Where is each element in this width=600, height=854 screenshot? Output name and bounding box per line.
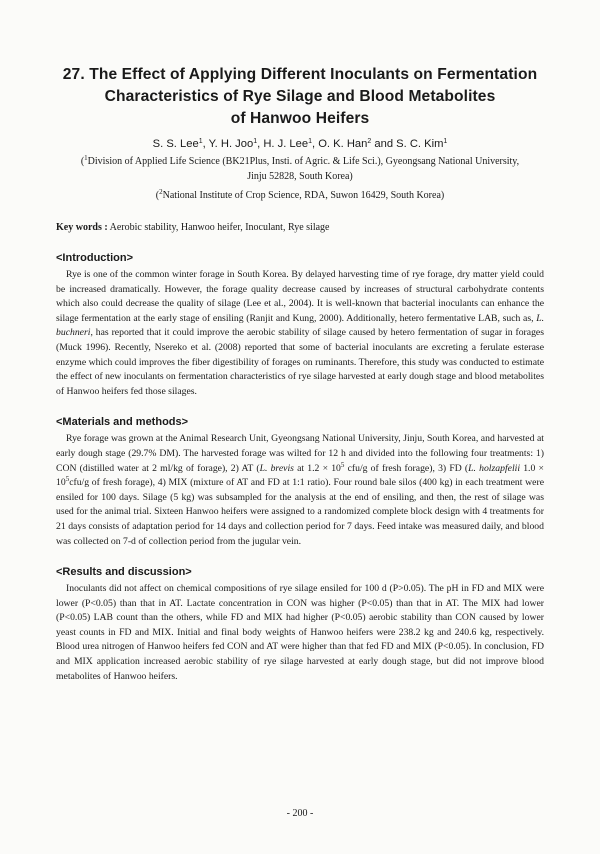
separator: , [257,138,264,150]
methods-paragraph [56,432,544,549]
author-list [56,137,544,152]
author-affil-sup: 1 [198,138,203,145]
species-name: L. buchneri [56,312,544,339]
methods-text-2: at 1.2 × 10 [293,462,341,474]
methods-text-3: cfu/g of fresh forage), 3) FD ( [344,462,469,474]
section-heading-results: <Results and discussion> [56,566,192,579]
author-affil-sup: 1 [443,138,448,145]
intro-text-2: , has reported that it could improve the aerobic stability of silage caused by hetero fermentation of sugar in forages (Muck 1996). Recently, Nsereko et al. (2008) reported that some of bacterial inoculants are excreting a ferulate esterase enzyme which could improves the fiber digestibility of forages on ruminants. Therefore, this study was conducted to estimate the effect of new inoculants on fermentation characteristics of rye silage harvested at early dough stage and blood metabolites of Hanwoo heifers fed those silages. [56,327,544,397]
affiliation-2 [56,188,544,203]
separator: , [202,138,209,150]
methods-text-1: Rye forage was grown at the Animal Research Unit, Gyeongsang National University, Jinju, South Korea, and harvested at early dough stage (29.7% DM). The harvested forage was wilted for 12 h and divided into the following four treatments: 1) CON (distilled water at 2 ml/kg of forage), 2) AT ( [56,433,544,474]
species-name: L. holzapfelii [468,462,521,474]
author-affil-sup: 2 [367,138,372,145]
keywords-label: Key words : [56,222,108,233]
affil-paren: ( [80,156,85,167]
paper-title [56,64,544,130]
section-heading-methods: <Materials and methods> [56,416,189,429]
author-name: Y. H. Joo [208,138,254,150]
affil-1-line-2: Jinju 52828, South Korea) [247,171,353,182]
affil-1-line-1: Division of Applied Life Science (BK21Plus, Insti. of Agric. & Life Sci.), Gyeongsang National University, [87,156,520,167]
page-number: - 200 - [286,808,314,819]
keywords [56,221,544,235]
exponent: 5 [65,475,70,484]
author-affil-sup: 1 [253,138,258,145]
title-line-2: Characteristics of Rye Silage and Blood Metabolites [104,88,496,105]
introduction-paragraph [56,268,544,399]
author-name: S. S. Lee [152,138,199,150]
affil-sup: 1 [84,154,88,162]
author-name: S. C. Kim [396,138,444,150]
methods-text-5: cfu/g of fresh forage), 4) MIX (mixture of AT and FD at 1:1 ratio). Four round bale silos (400 kg) in each treatment were ensiled for 100 days. Silage (5 kg) was subsampled for the analysis at the end of ensiling, and then, the rest of silage was used for the animal trial. Sixteen Hanwoo heifers were assigned to a randomized complete block design with 4 treatments for 21 days consists of adaptation period for 14 days and collection period for 7 days. Feed intake was measured daily, and blood was collected on 7-d of collection period from the jugular vein. [56,477,544,547]
affil-sup: 2 [159,188,163,196]
keywords-text: Aerobic stability, Hanwoo heifer, Inoculant, Rye silage [107,222,330,233]
title-line-1: 27. The Effect of Applying Different Inoculants on Fermentation [62,66,538,83]
exponent: 5 [340,460,345,469]
affiliation-1 [56,154,544,184]
intro-text-1: Rye is one of the common winter forage in South Korea. By delayed harvesting time of rye forage, dry matter yield could be increased dramatically. However, the forage quality decrease caused by increases of structural carbohydrate contents which also could decrease the quality of silage (Lee et al., 2004). It is well-known that bacterial inoculants can enhance the silage fermentation at the early stage of ensiling (Ranjit and Kung, 2000). Additionally, hetero fermentative LAB, such as, [56,269,544,324]
results-paragraph: Inoculants did not affect on chemical compositions of rye silage ensiled for 100 d (P>0.05). The pH in FD and MIX were lower (P<0.05) than that in AT. Lactate concentration in CON was higher (P<0.05) than that in AT. The MIX had lower (P<0.05) LAB count than the others, while FD and MIX had higher (P<0.05) aerobic stability than CON caused by lower yeast counts in FD and MIX. Initial and final body weights of Hanwoo heifers were 238.2 kg and 240.6 kg, respectively. Blood urea nitrogen of Hanwoo heifers fed CON and AT were higher than that fed FD and MIX (P<0.05). In conclusion, FD and MIX application increased aerobic stability of rye silage harvested at early dough stage, but did not improve blood metabolites of Hanwoo heifers. [56,583,544,682]
title-line-3: of Hanwoo Heifers [230,110,370,127]
paper-page [56,64,544,684]
section-heading-introduction: <Introduction> [56,252,133,264]
author-name: O. K. Han [318,138,368,150]
affil-paren: ( [155,190,160,201]
separator: , [312,138,319,150]
species-name: L. brevis [259,462,294,474]
separator: and [371,138,397,150]
methods-text-4: 1.0 × 10 [56,462,544,489]
author-name: H. J. Lee [263,138,309,150]
author-affil-sup: 1 [308,138,313,145]
affil-2-text: National Institute of Crop Science, RDA, Suwon 16429, South Korea) [162,190,445,201]
